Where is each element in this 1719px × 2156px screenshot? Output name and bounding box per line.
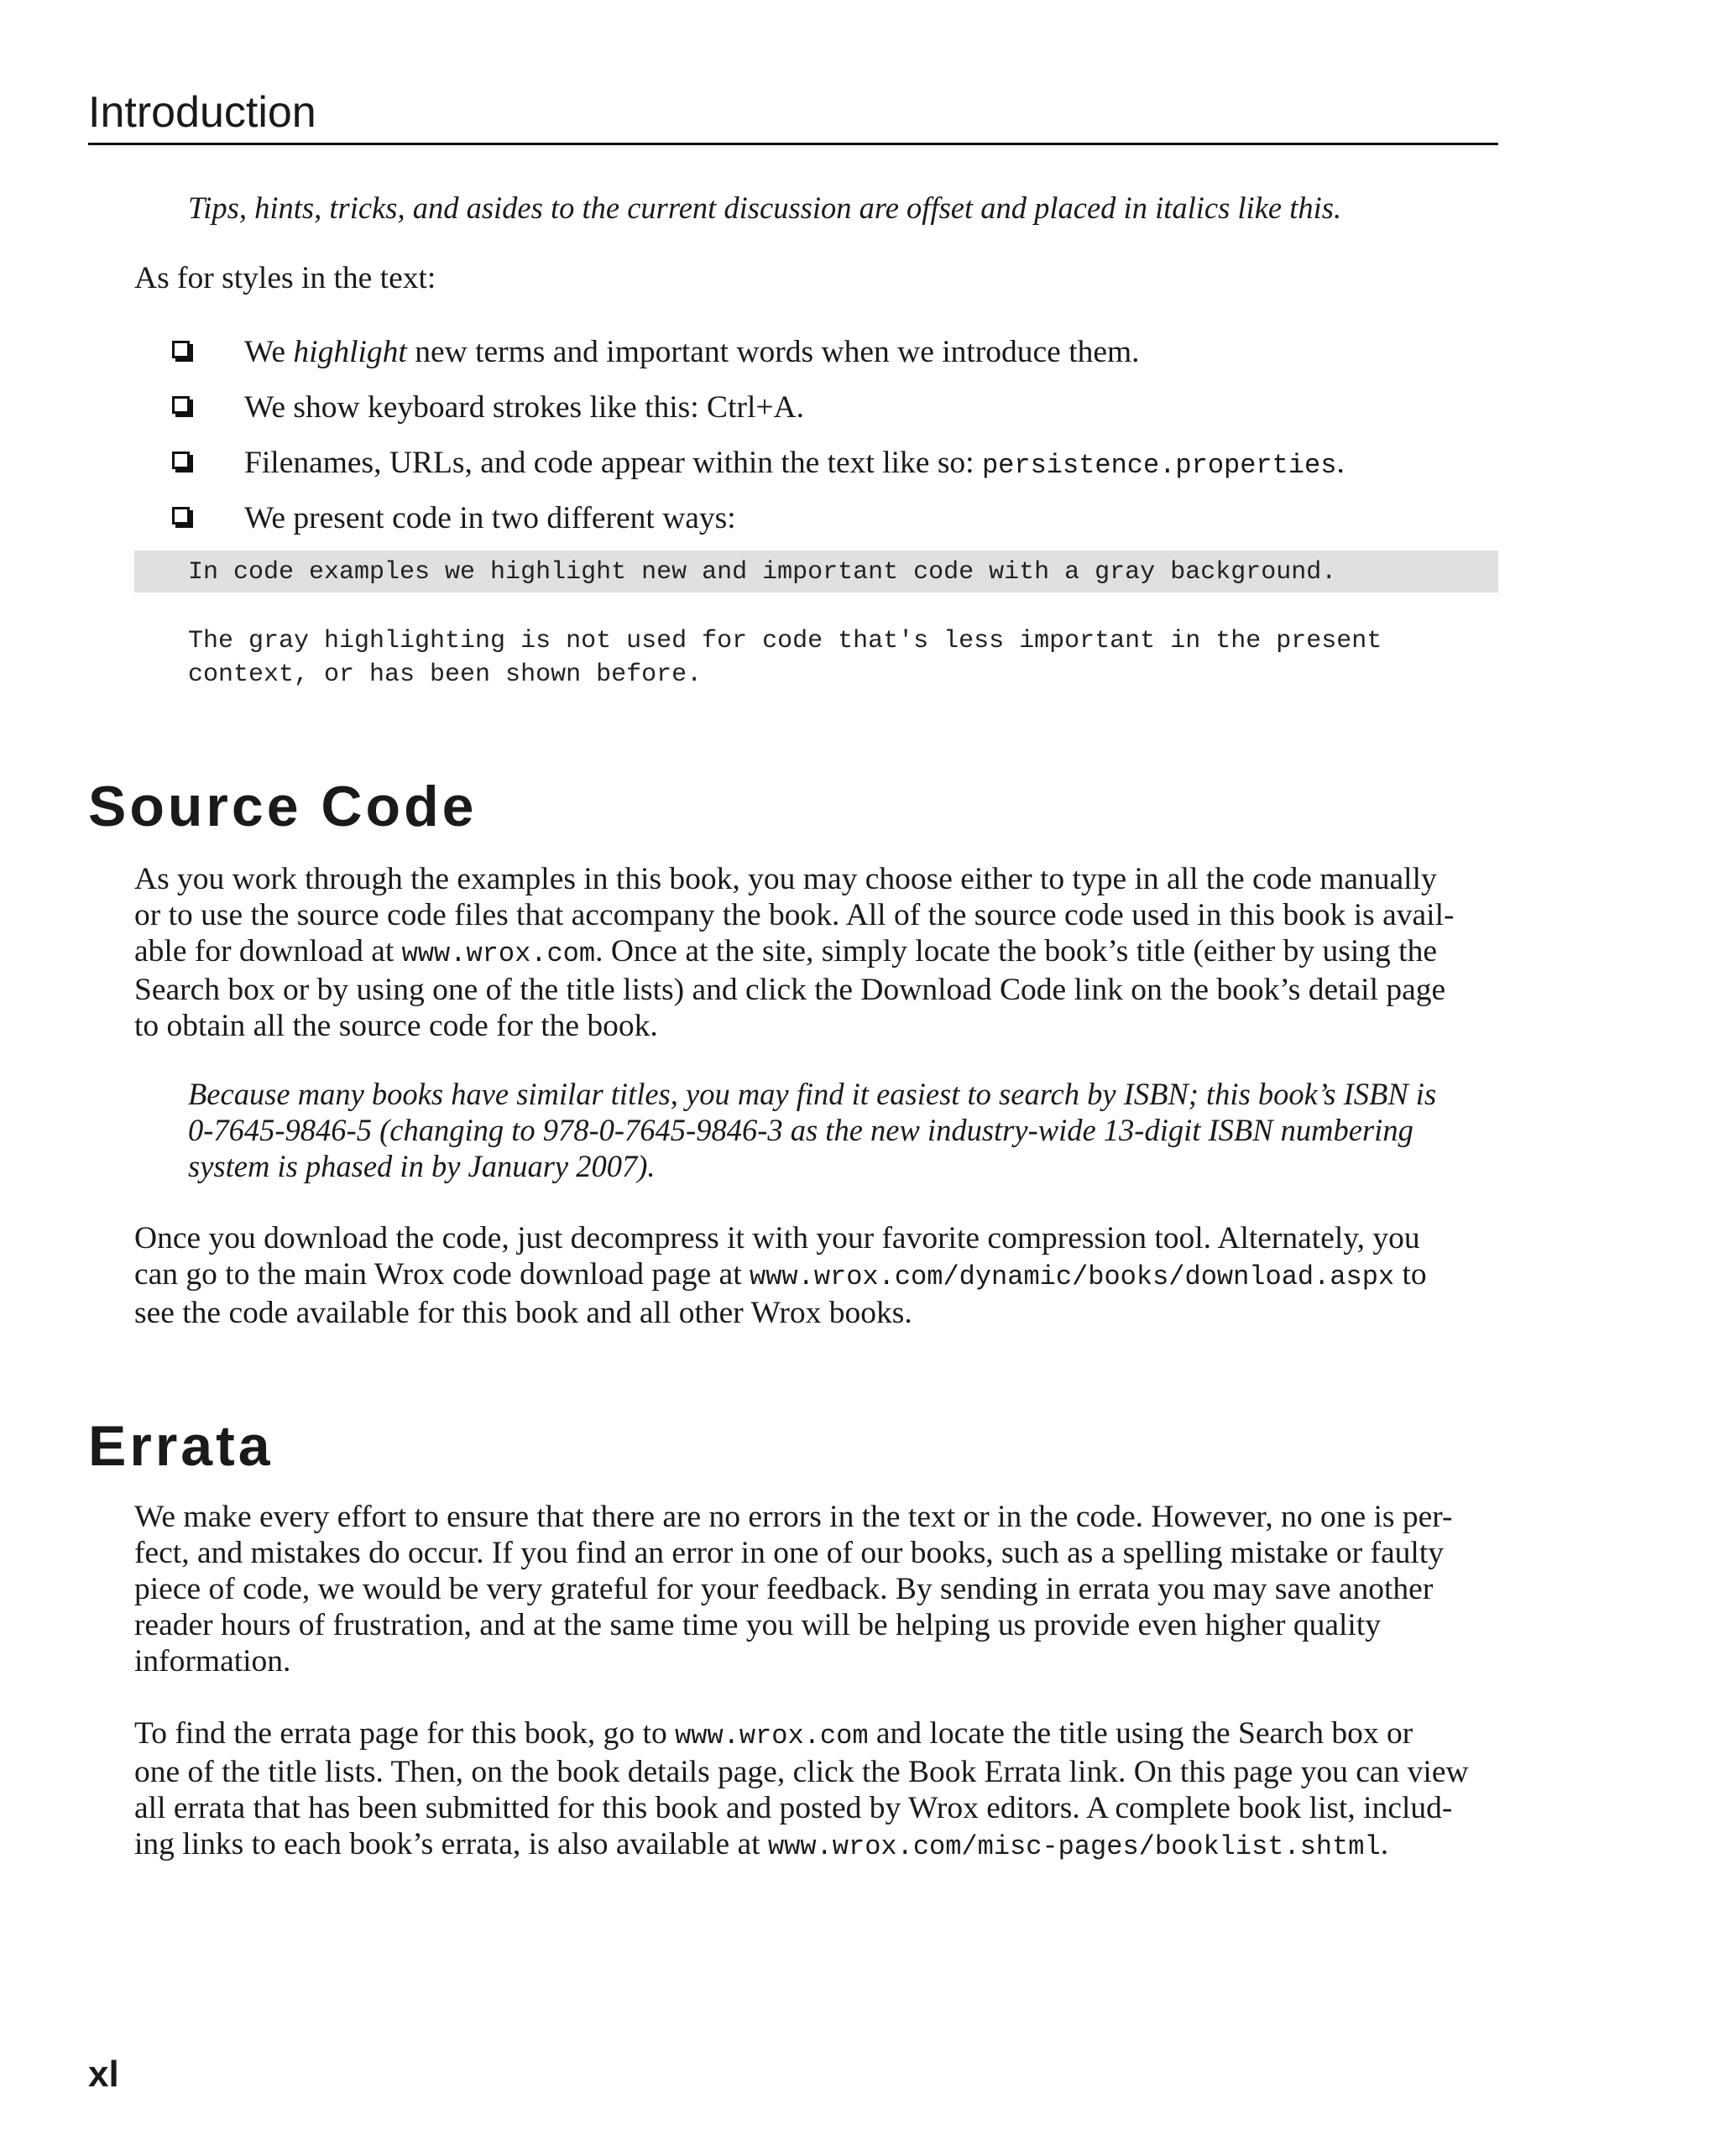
code-plain-line: The gray highlighting is not used for code that's less important in the present [188, 627, 1382, 655]
code-plain-line: context, or has been shown before. [188, 660, 703, 689]
errata-instructions-paragraph: To find the errata page for this book, go to www.wrox.com and locate the title using the Search box or one of the title lists. Then, on the book details page, click the Book Errata link. On this page you can view all errata that has been submitted for this book and posted by Wrox editors. A complete book list, includ- ing links to each book’s errata, is also available at www.wrox.com/misc-pages/booklist.shtml. [134, 1716, 1469, 1862]
code-highlighted-line: In code examples we highlight new and important code with a gray background. [188, 558, 1337, 587]
checkbox-bullet-icon [172, 396, 190, 414]
download-paragraph: Once you download the code, just decompress it with your favorite compression tool. Alternately, you can go to the main Wrox code download page at www.wrox.com/dynamic/books/download.aspx to see the code available for this book and all other Wrox books. [134, 1221, 1427, 1330]
bullet-text: We highlight new terms and important words when we introduce them. [244, 335, 1140, 369]
styles-intro: As for styles in the text: [134, 261, 436, 295]
checkbox-bullet-icon [172, 341, 190, 358]
list-item [172, 500, 1515, 542]
bullet-text: We present code in two different ways: [244, 501, 736, 535]
checkbox-bullet-icon [172, 452, 190, 469]
isbn-aside: Because many books have similar titles, you may find it easiest to search by ISBN; this book’s ISBN is 0-7645-9846-5 (changing to 978-0-7645-9846-3 as the new industry-wide 13-digit ISBN numbering system is phased in by January 2007). [188, 1077, 1437, 1183]
section-heading-errata: Errata [88, 1414, 274, 1478]
list-item [172, 389, 1515, 431]
list-item [172, 445, 1515, 487]
bullet-text: Filenames, URLs, and code appear within the text like so: persistence.properties. [244, 446, 1345, 481]
checkbox-bullet-icon [172, 507, 190, 525]
bullet-text: We show keyboard strokes like this: Ctrl+A. [244, 390, 804, 425]
list-item [172, 334, 1515, 376]
tips-aside: Tips, hints, tricks, and asides to the current discussion are offset and placed in italics like this. [188, 191, 1342, 225]
page-number: xl [88, 2054, 119, 2095]
errata-paragraph: We make every effort to ensure that there are no errors in the text or in the code. However, no one is per- fect, and mistakes do occur. If you find an error in one of our books, such as a spelling mistake or faulty piece of code, we would be very grateful for your feedback. By sending in errata you may save another reader hours of frustration, and at the same time you will be helping us provide even higher quality information. [134, 1500, 1453, 1678]
section-heading-source-code: Source Code [88, 775, 478, 838]
running-header: Introduction [88, 88, 316, 137]
header-rule [88, 143, 1498, 145]
source-code-paragraph: As you work through the examples in this book, you may choose either to type in all the code manually or to use the source code files that accompany the book. All of the source code used in this book is avail- able for download at www.wrox.com. Once at the site, simply locate the book’s title (either by using the Search box or by using one of the title lists) and click the Download Code link on the book’s detail page to obtain all the source code for the book. [134, 862, 1455, 1043]
